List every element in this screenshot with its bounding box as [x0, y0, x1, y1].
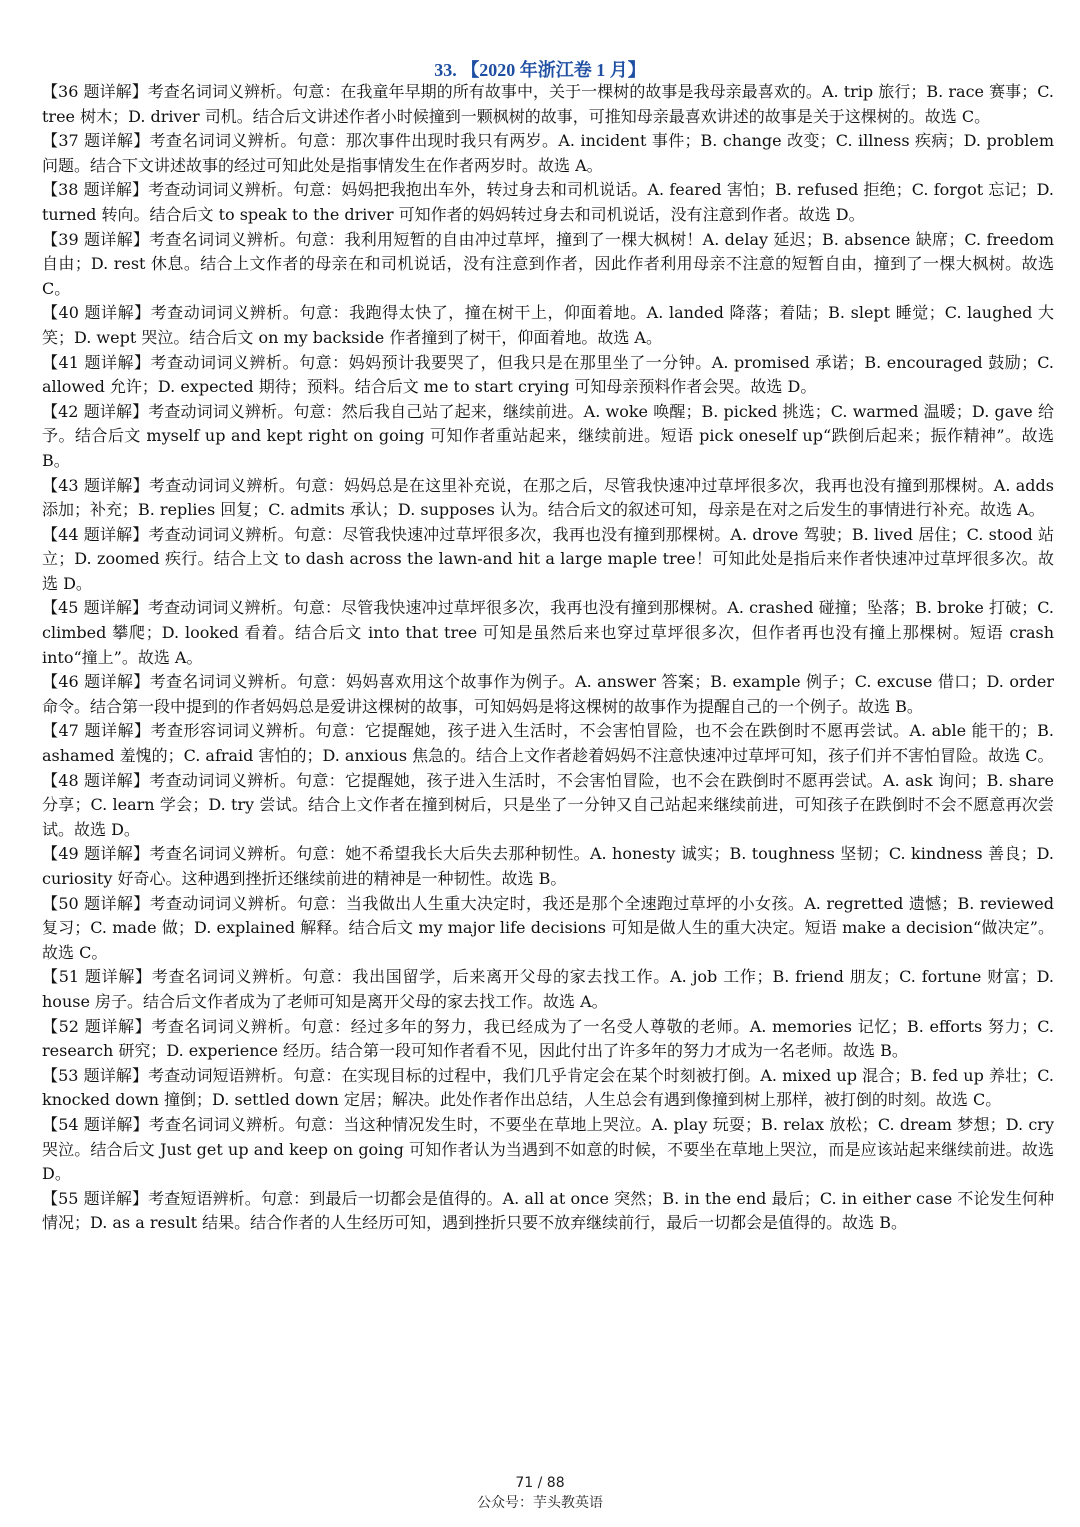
- explanation-42: 【42 题详解】考查动词词义辨析。句意：然后我自己站了起来，继续前进。A. woke 唤醒；B. picked 挑选；C. warmed 温暖；D. gave 给予。结合后文 myself up and kept right on going 可知作者重站起来，继续前进。短语 pick oneself up“跌倒后起来；振作精神”。故选 B。: [42, 401, 1054, 470]
- page-footer: [0, 1473, 1080, 1513]
- explanation-50: 【50 题详解】考查动词词义辨析。句意：当我做出人生重大决定时，我还是那个全速跑过草坪的小女孩。A. regretted 遗憾；B. reviewed 复习；C. made 做；D. explained 解释。结合后文 my major life decisions 可知是做人生的重大决定。短语 make a decision“做决定”。故选 C。: [42, 893, 1054, 962]
- explanation-47: 【47 题详解】考查形容词词义辨析。句意：它提醒她，孩子进入生活时，不会害怕冒险，也不会在跌倒时不愿再尝试。A. able 能干的；B. ashamed 羞愧的；C. afraid 害怕的；D. anxious 焦急的。结合上文作者趁着妈妈不注意快速冲过草坪可知，孩子们并不害怕冒险。故选 C。: [42, 721, 1054, 766]
- account-name: 公众号：芋头教英语: [477, 1495, 603, 1511]
- explanation-54: 【54 题详解】考查名词词义辨析。句意：当这种情况发生时，不要坐在草地上哭泣。A. play 玩耍；B. relax 放松；C. dream 梦想；D. cry 哭泣。结合后文 Just get up and keep on going 可知作者认为当遇到不如意的时候，不要坐在草地上哭泣，而是应该站起来继续前进。故选 D。: [42, 1114, 1054, 1184]
- explanation-36: 【36 题详解】考查名词词义辨析。句意：在我童年早期的所有故事中，关于一棵树的故事是我母亲最喜欢的。A. trip 旅行；B. race 赛事；C. tree 树木；D. driver 司机。结合后文讲述作者小时候撞到一颗枫树的故事，可推知母亲最喜欢讲述的故事是关于这棵树的。故选 C。: [42, 82, 1054, 126]
- explanation-38: 【38 题详解】考查动词词义辨析。句意：妈妈把我抱出车外，转过身去和司机说话。A. feared 害怕；B. refused 拒绝；C. forgot 忘记；D. turned 转向。结合后文 to speak to the driver 可知作者的妈妈转过身去和司机说话，没有注意到作者。故选 D。: [42, 180, 1054, 224]
- explanation-40: 【40 题详解】考查动词词义辨析。句意：我跑得太快了，撞在树干上，仰面着地。A. landed 降落；着陆；B. slept 睡觉；C. laughed 大笑；D. wept 哭泣。结合后文 on my backside 作者撞到了树干，仰面着地。故选 A。: [42, 303, 1054, 347]
- page-number: 71 / 88: [515, 1475, 565, 1491]
- explanation-41: 【41 题详解】考查动词词义辨析。句意：妈妈预计我要哭了，但我只是在那里坐了一分钟。A. promised 承诺；B. encouraged 鼓励；C. allowed 允许；D. expected 期待；预料。结合后文 me to start crying 可知母亲预料作者会哭。故选 D。: [42, 352, 1054, 397]
- explanation-46: 【46 题详解】考查名词词义辨析。句意：妈妈喜欢用这个故事作为例子。A. answer 答案；B. example 例子；C. excuse 借口；D. order 命令。结合第一段中提到的作者妈妈总是爱讲这棵树的故事，可知妈妈是将这棵树的故事作为提醒自己的一个例子。故选 B。: [42, 672, 1054, 716]
- explanation-55: 【55 题详解】考查短语辨析。句意：到最后一切都会是值得的。A. all at once 突然；B. in the end 最后；C. in either case 不论发生何种情况；D. as a result 结果。结合作者的人生经历可知，遇到挫折只要不放弃继续前行，最后一切都会是值得的。故选 B。: [42, 1188, 1054, 1233]
- explanation-53: 【53 题详解】考查动词短语辨析。句意：在实现目标的过程中，我们几乎肯定会在某个时刻被打倒。A. mixed up 混合；B. fed up 养壮；C. knocked down 撞倒；D. settled down 定居；解决。此处作者作出总结，人生总会有遇到像撞到树上那样，被打倒的时刻。故选 C。: [42, 1065, 1054, 1110]
- explanation-44: 【44 题详解】考查动词词义辨析。句意：尽管我快速冲过草坪很多次，我再也没有撞到那棵树。A. drove 驾驶；B. lived 居住；C. stood 站立；D. zoomed 疾行。结合上文 to dash across the lawn-and hit a large maple tree！可知此处是指后来作者快速冲过草坪很多次。故选 D。: [42, 524, 1054, 593]
- explanation-39: 【39 题详解】考查名词词义辨析。句意：我利用短暂的自由冲过草坪，撞到了一棵大枫树！A. delay 延迟；B. absence 缺席；C. freedom 自由；D. rest 休息。结合上文作者的母亲在和司机说话，没有注意到作者，因此作者利用母亲不注意的短暂自由，撞到了一棵大枫树。故选 C。: [42, 229, 1054, 298]
- page-title: 33. 【2020 年浙江卷 1 月】: [434, 60, 646, 80]
- answer-explanations: [42, 80, 1054, 1236]
- explanation-37: 【37 题详解】考查名词词义辨析。句意：那次事件出现时我只有两岁。A. incident 事件；B. change 改变；C. illness 疾病；D. problem 问题。结合下文讲述故事的经过可知此处是指事情发生在作者两岁时。故选 A。: [42, 131, 1054, 175]
- explanation-43: 【43 题详解】考查动词词义辨析。句意：妈妈总是在这里补充说，在那之后，尽管我快速冲过草坪很多次，我再也没有撞到那棵树。A. adds 添加；补充；B. replies 回复；C. admits 承认；D. supposes 认为。结合后文的叙述可知，母亲是在对之后发生的事情进行补充。故选 A。: [42, 475, 1054, 520]
- explanation-48: 【48 题详解】考查动词词义辨析。句意：它提醒她，孩子进入生活时，不会害怕冒险，也不会在跌倒时不愿再尝试。A. ask 询问；B. share 分享；C. learn 学会；D. try 尝试。结合上文作者在撞到树后，只是坐了一分钟又自己站起来继续前进，可知孩子在跌倒时不会不愿意再次尝试。故选 D。: [42, 770, 1054, 839]
- explanation-51: 【51 题详解】考查名词词义辨析。句意：我出国留学，后来离开父母的家去找工作。A. job 工作；B. friend 朋友；C. fortune 财富；D. house 房子。结合后文作者成为了老师可知是离开父母的家去找工作。故选 A。: [42, 967, 1054, 1011]
- explanation-52: 【52 题详解】考查名词词义辨析。句意：经过多年的努力，我已经成为了一名受人尊敬的老师。A. memories 记忆；B. efforts 努力；C. research 研究；D. experience 经历。结合第一段可知作者看不见，因此付出了许多年的努力才成为一名老师。故选 B。: [42, 1016, 1054, 1061]
- explanation-45: 【45 题详解】考查动词词义辨析。句意：尽管我快速冲过草坪很多次，我再也没有撞到那棵树。A. crashed 碰撞；坠落；B. broke 打破；C. climbed 攀爬；D. looked 看着。结合后文 into that tree 可知是虽然后来也穿过草坪很多次，但作者再也没有撞上那棵树。短语 crash into“撞上”。故选 A。: [42, 598, 1054, 667]
- explanation-49: 【49 题详解】考查名词词义辨析。句意：她不希望我长大后失去那种韧性。A. honesty 诚实；B. toughness 坚韧；C. kindness 善良；D. curiosity 好奇心。这种遇到挫折还继续前进的精神是一种韧性。故选 B。: [42, 844, 1054, 888]
